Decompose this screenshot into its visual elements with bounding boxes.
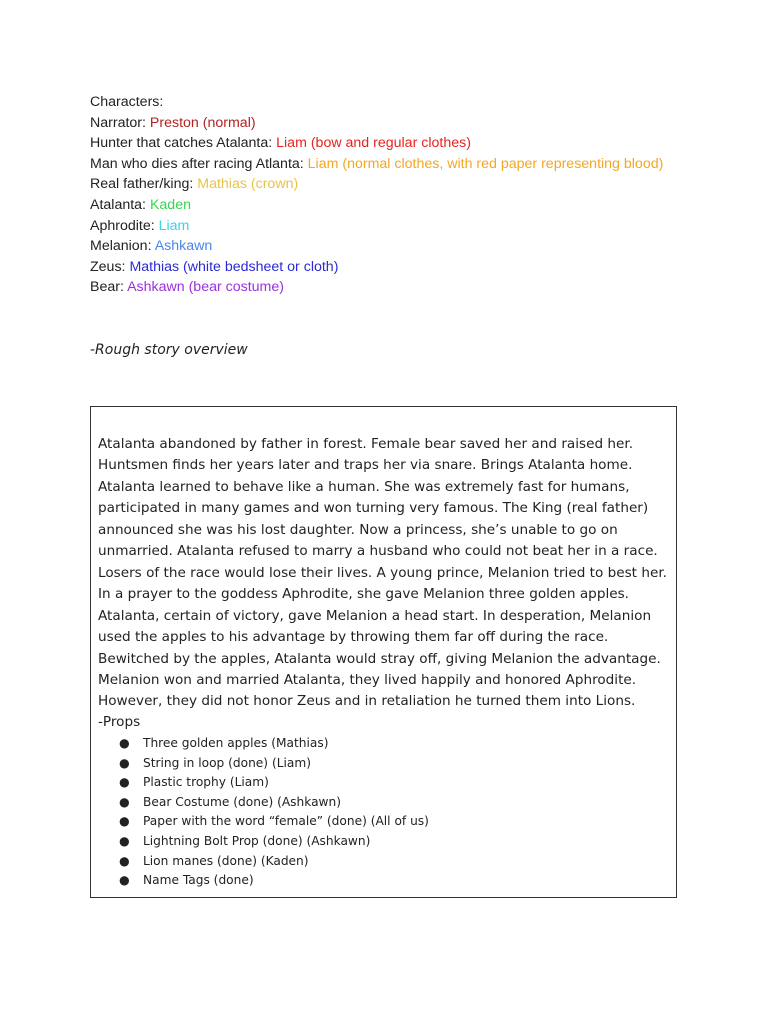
role-label: Narrator: [90, 114, 150, 131]
role-actor: Mathias (white bedsheet or cloth) [129, 258, 339, 275]
role-label: Aphrodite: [90, 217, 159, 234]
character-role-line [90, 257, 690, 278]
prop-item [119, 871, 429, 891]
prop-text: Plastic trophy (Liam) [143, 775, 269, 790]
story-overview-heading: -Rough story overview [90, 342, 248, 358]
characters-heading: Characters: [90, 94, 164, 110]
prop-text: Lightning Bolt Prop (done) (Ashkawn) [143, 833, 371, 848]
bullet-icon: ● [119, 833, 130, 848]
prop-item [119, 754, 429, 774]
role-label: Bear: [90, 279, 128, 296]
character-role-line [90, 236, 690, 257]
prop-item [119, 793, 429, 813]
character-role-line [90, 154, 690, 175]
character-role-line [90, 216, 690, 237]
prop-text: String in loop (done) (Liam) [143, 755, 311, 770]
bullet-icon: ● [119, 775, 130, 790]
bullet-icon: ● [119, 736, 130, 750]
role-actor: Ashkawn [154, 238, 213, 255]
bullet-icon: ● [119, 814, 130, 829]
prop-item [119, 832, 429, 852]
prop-text: Lion manes (done) (Kaden) [143, 853, 309, 868]
role-label: Zeus: [90, 258, 130, 275]
role-actor: Preston (normal) [149, 114, 256, 131]
role-label: Real father/king: [90, 176, 198, 193]
props-list [119, 734, 429, 891]
story-text: Atalanta abandoned by father in forest. Female bear saved her and raised her. Huntsmen finds her years later and traps her via snare. Brings Atalanta home. Atalanta learned to behave like a human. She was extremely fast for humans, participated in many games and won turning very famous. The King (real father) announced she was his lost daughter. Now a princess, she’s unable to go on unmarried. Atalanta refused to marry a husband who could not beat her in a race. Losers of the race would lose their lives. A young prince, Melanion tried to best her. In a prayer to the goddess Aphrodite, she gave Melanion three golden apples. Atalanta, certain of victory, gave Melanion a head start. In desperation, Melanion used the apples to his advantage by throwing them far off during the race. Bewitched by the apples, Atalanta would stray off, giving Melanion the advantage. Melanion won and married Atalanta, they lived happily and honored Aphrodite. However, they did not honor Zeus and in retaliation he turned them into Lions. [98, 436, 667, 710]
role-actor: Liam (bow and regular clothes) [276, 135, 471, 152]
role-actor: Liam (normal clothes, with red paper representing blood) [307, 155, 664, 172]
role-label: Atalanta: [90, 196, 150, 213]
character-role-list [90, 113, 690, 298]
prop-item [119, 734, 429, 754]
role-label: Man who dies after racing Atlanta: [90, 155, 308, 172]
bullet-icon: ● [119, 853, 130, 868]
story-box [90, 406, 677, 898]
role-actor: Ashkawn (bear costume) [127, 279, 284, 296]
role-actor: Kaden [149, 196, 191, 213]
character-role-line [90, 174, 690, 195]
role-actor: Mathias (crown) [197, 176, 299, 193]
prop-item [119, 812, 429, 832]
prop-text: Three golden apples (Mathias) [143, 736, 329, 750]
bullet-icon: ● [119, 873, 130, 888]
character-role-line [90, 133, 690, 154]
prop-item [119, 852, 429, 872]
character-role-line [90, 195, 690, 216]
character-role-line [90, 113, 690, 134]
prop-item [119, 773, 429, 793]
props-heading: -Props [98, 714, 141, 730]
prop-text: Name Tags (done) [143, 873, 254, 888]
role-label: Melanion: [90, 238, 155, 255]
bullet-icon: ● [119, 794, 130, 809]
prop-text: Bear Costume (done) (Ashkawn) [143, 794, 341, 809]
bullet-icon: ● [119, 755, 130, 770]
prop-text: Paper with the word “female” (done) (All of us) [143, 814, 429, 829]
role-label: Hunter that catches Atalanta: [90, 135, 277, 152]
role-actor: Liam [158, 217, 190, 234]
characters-section [90, 92, 690, 298]
character-role-line [90, 277, 690, 298]
